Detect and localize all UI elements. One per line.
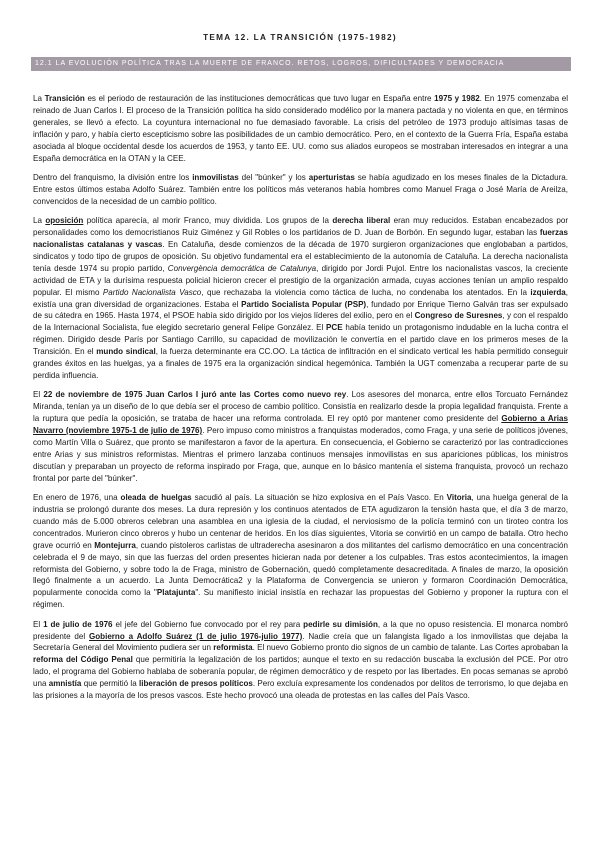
paragraph-huelgas: En enero de 1976, una oleada de huelgas sacudió al país. La situación se hizo explosiva en el País Vasco. En Vitoria, una huelga general de la industria se prolongó durante dos meses. La dura represión y los continuos atentados de ETA agudizaron la tensión hasta que, el día 3 de marzo, cuando más de 5.000 obreros celebran una asamblea en una iglesia de la ciudad, el nerviosismo de la policía terminó con un tiroteo contra los concentrados. Murieron cinco obreros y hubo un centenar de heridos. En los días siguientes, Vitoria se convirtió en un campo de batalla. Otro hecho grave ocurrió en Montejurra, cuando pistoleros carlistas de ultraderecha asesinaron a dos militantes del carlismo democrático en una concentración celebrada el 9 de mayo, sin que las fuerzas del orden presentes hicieran nada por detener a los culpables. Tras estos acontecimientos, la imagen reformista del Gobierno, y sobre todo la de Fraga, ministro de Gobernación, quedó completamente desacreditada. A finales de marzo, la oposición llegó finalmente a un acuerdo. La Junta Democrática2 y la Plataforma de Convergencia se unieron y formaron Coordinación Democrática, popularmente conocida como la "Platajunta". Su manifiesto inicial insistía en rechazar las propuestas del Gobierno y proponer la ruptura con el régimen. <box>33 493 569 610</box>
term-vitoria: Vitoria <box>446 493 472 503</box>
term-pce: PCE <box>326 323 343 333</box>
document-body <box>33 93 568 710</box>
term-platajunta: Platajunta <box>156 588 196 598</box>
term-izquierda: izquierda <box>530 287 566 297</box>
term-presos-politicos: liberación de presos políticos <box>139 679 253 689</box>
paragraph-oposicion: La oposición política aparecía, al morir Franco, muy dividida. Los grupos de la derecha liberal eran muy reducidos. Estaban encabezados por personalidades como los democristianos Ruiz Giménez y Gil Robles o los partidarios de D. Juan de Borbón. En segundo lugar, estaban las fuerzas nacionalistas catalanas y vascas. En Cataluña, desde comienzos de la década de 1970 surgieron organizaciones que englobaban a partidos, sindicatos y todo tipo de grupos de oposición. Su objetivo fundamental era el establecimiento de la autonomía de Cataluña. La derecha nacionalista tenía desde 1974 su propio partido, Convergència democrática de Catalunya, dirigido por Jordi Pujol. Entre los nacionalistas vascos, la creciente actividad de ETA y la durísima respuesta policial hicieron crecer el prestigio de la organización armada, cuyas acciones tenían un amplio respaldo popular. El mismo Partido Nacionalista Vasco, que rechazaba la violencia como táctica de lucha, no condenaba los atentados. En la izquierda, existía una gran diversidad de organizaciones. Estaba el Partido Socialista Popular (PSP), fundado por Enrique Tierno Galván tras ser expulsado de su cátedra en 1965. Hasta 1974, el PSOE había sido dirigido por los viejos líderes del exilio, pero en el Congreso de Suresnes, y con el respaldo de la Internacional Socialista, fue elegido secretario general Felipe González. El PCE había tenido un protagonismo indudable en la lucha contra el régimen. Dirigido desde París por Santiago Carrillo, su capacidad de movilización le convertía en el partido clave en los primeros meses de la Transición. En el mundo sindical, la fuerza determinante era CC.OO. La táctica de infiltración en el sindicato vertical les había permitido conseguir grandes éxitos en las huelgas, ya a finales de 1975 era la organización sindical hegemónica. También la UGT comenzaba a recuperar parte de su perdida influencia. <box>33 216 569 380</box>
term-pnv: Partido Nacionalista Vasco <box>102 287 202 297</box>
term-gobierno-arias: Gobierno a Arias Navarro (noviembre 1975-1 de julio de 1976) <box>33 414 568 436</box>
term-amnistia: amnistía <box>48 679 82 689</box>
term-dimision: pedirle su dimisión <box>303 619 378 629</box>
term-nacionalistas: fuerzas nacionalistas catalanas y vascas <box>33 228 568 249</box>
term-codigo-penal: reforma del Código Penal <box>33 655 133 665</box>
term-suresnes: Congreso de Suresnes <box>414 311 503 321</box>
paragraph-juan-carlos: El 22 de noviembre de 1975 Juan Carlos I juró ante las Cortes como nuevo rey. Los asesores del monarca, entre ellos Torcuato Fernández Miranda, tenían ya un diseño de lo que debía ser el proceso de cambio político. Consistía en realizarlo desde la propia legalidad franquista. Frente a la ruptura que pedía la oposición, se trataba de hacer una reforma controlada. El rey optó por mantener como presidente del Gobierno a Arias Navarro (noviembre 1975-1 de julio de 1976). Pero impuso como ministros a franquistas moderados, como Fraga, y una serie de políticos jóvenes, como Martín Villa o Suárez, que pronto se manifestaron a favor de la apertura. En consecuencia, el Gobierno se caracterizó por las contradicciones entre Arias y sus ministros reformistas. Mientras el primero lanzaba continuos mensajes inmovilistas en sus apariciones públicas, los ministros discutían y preparaban un proyecto de reforma inspirado por Fraga, que, aunque en lo básico mantenía el sistema franquista, provocó un rechazo frontal por parte del "búnker". <box>33 390 568 483</box>
term-aperturistas: aperturistas <box>308 172 355 182</box>
term-fecha-julio: 1 de julio de 1976 <box>43 619 113 629</box>
term-jura-rey: 22 de noviembre de 1975 Juan Carlos I juró ante las Cortes como nuevo rey <box>43 390 347 400</box>
term-transicion: Transición <box>44 94 85 103</box>
term-psp: Partido Socialista Popular (PSP) <box>241 299 367 309</box>
term-mundo-sindical: mundo sindical <box>96 347 156 357</box>
paragraph-transicion: La Transición es el periodo de restauración de las instituciones democráticas que tuvo lugar en España entre 1975 y 1982. En 1975 comenzaba el reinado de Juan Carlos I. El proceso de la Transición política ha sido considerado modélico por la manera pactada y no violenta en que, en términos generales, se llevó a efecto. La coyuntura internacional no fue demasiado favorable. La crisis del petróleo de 1973 produjo altísimas tasas de inflación y paro, y había cierto escepticismo sobre las posibilidades de un cambio democrático. Pero, en el contexto de la Guerra Fría, España estaba asociada al bloque occidental desde los acuerdos de 1953, y tanto EE. UU. como sus aliados europeos se mostraban interesados en integrar a una España democrática en la OTAN y la CEE. <box>33 94 569 163</box>
term-oposicion: oposición <box>45 216 84 226</box>
term-years: 1975 y 1982 <box>434 94 480 103</box>
term-derecha-liberal: derecha liberal <box>332 216 391 226</box>
term-inmovilistas: inmovilistas <box>192 172 239 182</box>
paragraph-suarez: El 1 de julio de 1976 el jefe del Gobierno fue convocado por el rey para pedirle su dimisión, a la que no opuso resistencia. El monarca nombró presidente del Gobierno a Adolfo Suárez (1 de julio 1976-julio 1977). Nadie creía que un falangista ligado a los inmovilistas que dejaba la Secretaría General del Movimiento pudiera ser un reformista. El nuevo Gobierno pronto dio signos de un cambio de talante. Las Cortes aprobaban la reforma del Código Penal que permitiría la legalización de los partidos; aunque el texto en su redacción buscaba la exclusión del PCE. Por otro lado, el programa del Gobierno hablaba de soberanía popular, de régimen democrático y de respeto por las libertades. En pocas semanas se aprobó una amnistía que permitió la liberación de presos políticos. Pero excluía expresamente los condenados por delitos de terrorismo, lo que dejaba en las prisiones a la mayoría de los presos vascos. Este hecho provocó una oleada de protestas en las calles del País Vasco. <box>33 619 569 701</box>
term-gobierno-suarez: Gobierno a Adolfo Suárez (1 de julio 1976-julio 1977) <box>89 631 303 641</box>
term-montejurra: Montejurra <box>94 540 136 550</box>
document-title: TEMA 12. LA TRANSICIÓN (1975-1982) <box>203 33 397 42</box>
section-heading: 12.1 LA EVOLUCIÓN POLÍTICA TRAS LA MUERTE DE FRANCO. RETOS, LOGROS, DIFICULTADES Y DEMOCRACIA <box>31 57 571 71</box>
term-huelgas: oleada de huelgas <box>120 493 192 503</box>
term-convergencia: Convergència democrática de Catalunya <box>167 263 317 273</box>
term-reformista: reformista <box>213 643 253 653</box>
paragraph-franquismo: Dentro del franquismo, la división entre los inmovilistas del "búnker" y los aperturistas se había agudizado en los meses finales de la Dictadura. Entre estos últimos estaba Adolfo Suárez. También entre los políticos más veteranos había hombres como Manuel Fraga o José María de Areilza, convencidos de la necesidad de un cambio político. <box>33 172 568 206</box>
